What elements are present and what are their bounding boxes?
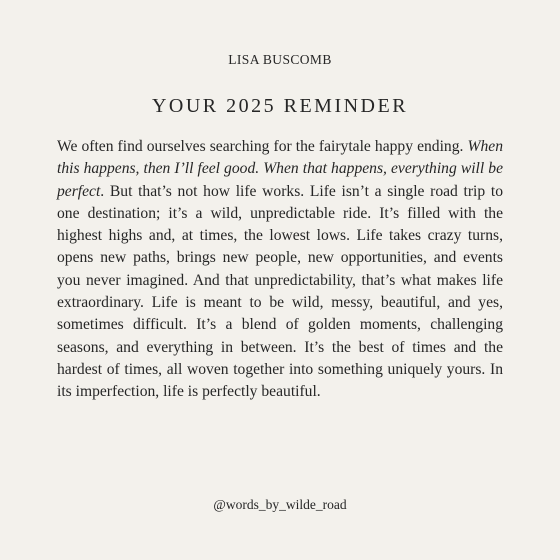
body-text-part-1: We often find ourselves searching for the fairytale happy ending. (57, 138, 468, 155)
body-text-italic: When this happens, then I’ll feel good. When that happens, everything will be perfect (57, 138, 503, 200)
body-paragraph (57, 136, 503, 404)
body-text-part-2: . But that’s not how life works. Life isn’t a single road trip to one destination; it’s a wild, unpredictable ride. It’s filled with the highest highs and, at times, the lowest lows. Life takes crazy turns, opens new paths, brings new people, new opportunities, and events you never imagined. And that unpredictability, that’s what makes life extraordinary. Life is meant to be wild, messy, beautiful, and yes, sometimes difficult. It’s a blend of golden moments, challenging seasons, and everything in between. It’s the best of times and the hardest of times, all woven together into something uniquely yours. In its imperfection, life is perfectly beautiful. (57, 182, 503, 401)
social-handle: @words_by_wilde_road (213, 497, 347, 512)
author-name: LISA BUSCOMB (228, 52, 332, 67)
page-title: YOUR 2025 REMINDER (151, 95, 409, 117)
